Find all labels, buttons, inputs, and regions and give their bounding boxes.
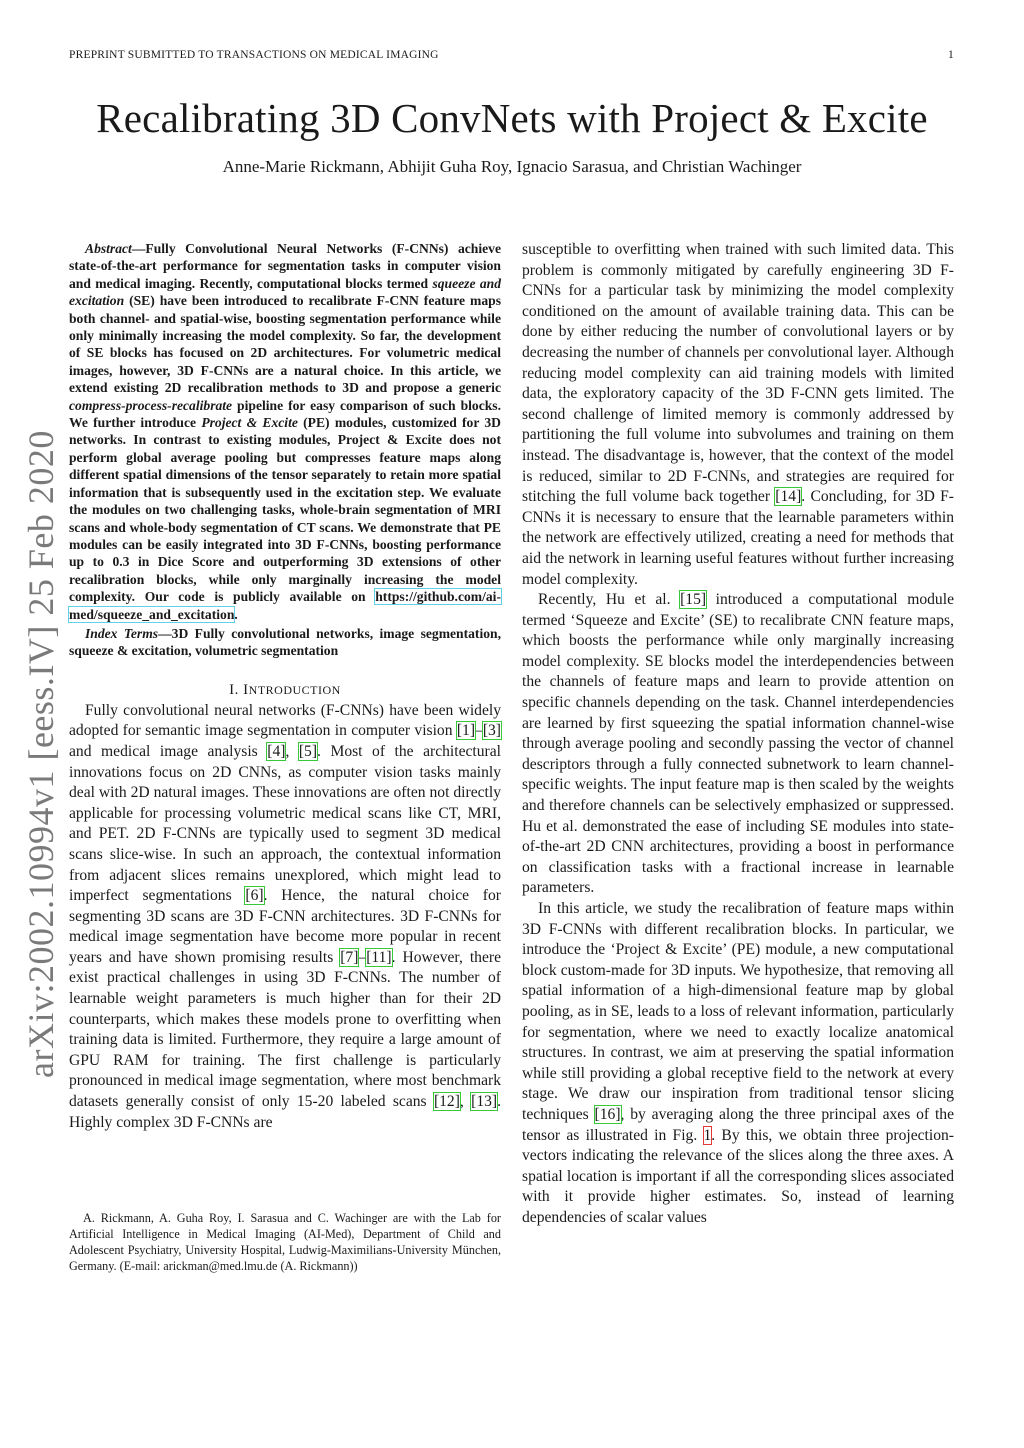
- intro-paragraph-3: [522, 899, 954, 1229]
- intro-paragraph-2: [522, 590, 954, 899]
- body-text: Fully convolutional neural networks (F-CNNs) have been widely adopted for semantic image segmentation in computer vision: [69, 701, 501, 740]
- body-text: . Concluding, for 3D F-CNNs it is necessary to ensure that the learnable parameters within the network are effectively utilized, creating a need for methods that aid the network in learning useful features without further increasing model complexity.: [522, 488, 955, 588]
- abstract-text: (PE) modules, customized for 3D networks. In contrast to existing modules, Project & Excite does not perform global average pooling but compresses feature maps along different spatial dimensions of the tensor separately to retain more spatial information that is subsequently used in the excitation step. We evaluate the modules on two challenging tasks, whole-brain segmentation of MRI scans and whole-body segmentation of CT scans. We demonstrate that PE modules can be easily integrated into 3D F-CNNs, boosting performance up to 0.3 in Dice Score and outperforming 3D extensions of other recalibration blocks, while only marginally increasing the model complexity. Our code is publicly available on: [69, 415, 501, 605]
- index-terms-text: —3D Fully convolutional networks, image segmentation, squeeze & excitation, volumetric segmentation: [69, 625, 501, 659]
- citation-link[interactable]: [13]: [471, 1093, 498, 1111]
- abstract-text: (SE) have been introduced to recalibrate F-CNN feature maps both channel- and spatial-wise, boosting segmentation performance while only minimally increasing the model complexity. So far, the development of SE blocks has focused on 2D architectures. For volumetric medical images, however, 3D F-CNNs are a natural choice. In this article, we extend existing 2D recalibration methods to 3D and propose a generic: [69, 293, 501, 396]
- abstract-text: —Fully Convolutional Neural Networks (F-CNNs) achieve state-of-the-art performance for segmentation tasks in computer vision and medical imaging. Recently, computational blocks termed: [69, 241, 501, 291]
- figure-reference-link[interactable]: 1: [703, 1126, 712, 1144]
- body-text: Recently, Hu et al.: [538, 591, 681, 609]
- citation-link[interactable]: [4]: [267, 742, 286, 760]
- citation-link[interactable]: [3]: [482, 722, 501, 740]
- citation-link[interactable]: [11]: [366, 948, 392, 966]
- intro-paragraph-1-continued: [522, 240, 954, 590]
- body-text: . Most of the architectural innovations focus on 2D CNNs, as computer vision tasks mainly deal with 2D natural images. These innovations are often not directly applicable for processing volumetric medical scans like CT, MRI, and PET. 2D F-CNNs are typically used to segment 3D medical scans slice-wise. In such an approach, the contextual information from adjacent slices remains unexplored, which might lead to imperfect segmentations: [69, 742, 502, 905]
- citation-link[interactable]: [6]: [245, 887, 264, 905]
- citation-link[interactable]: [14]: [775, 488, 802, 506]
- body-text: ,: [285, 742, 299, 760]
- left-column: [69, 240, 501, 1133]
- arxiv-watermark: arXiv:2002.10994v1 [eess.IV] 25 Feb 2020: [21, 430, 61, 1078]
- section-heading-smallcaps: NTRODUCTION: [248, 682, 341, 697]
- running-header: [69, 49, 954, 65]
- body-text: . By this, we obtain three projection-vectors indicating the relevance of the slices along the three axes. A spatial location is important if all the corresponding slices associated with it provide higher estimates. So, instead of learning dependencies of scalar values: [522, 1126, 955, 1226]
- running-title: PREPRINT SUBMITTED TO TRANSACTIONS ON MEDICAL IMAGING: [69, 49, 439, 61]
- citation-link[interactable]: [15]: [680, 591, 707, 609]
- intro-paragraph-1: [69, 701, 501, 1133]
- citation-link[interactable]: [5]: [298, 742, 318, 760]
- abstract-label: Abstract: [85, 241, 132, 256]
- abstract-term-se: squeeze and excitation: [69, 275, 502, 309]
- body-text: . Highly complex 3D F-CNNs are: [69, 1093, 502, 1131]
- body-text: ,: [459, 1093, 472, 1111]
- abstract-term-pipeline: compress-process-recalibrate: [69, 397, 233, 413]
- abstract-term-pe: Project & Excite: [201, 415, 298, 431]
- body-text: –: [475, 722, 483, 740]
- abstract-text: pipeline for easy comparison of such blocks. We further introduce: [69, 397, 501, 431]
- citation-link[interactable]: [7]: [340, 948, 359, 966]
- body-text: and medical image analysis: [69, 742, 268, 760]
- index-terms-label: Index Terms: [85, 625, 159, 641]
- body-text: susceptible to overfitting when trained with such limited data. This problem is commonly mitigated by carefully engineering 3D F-CNNs for a particular task by minimizing the model complexity conditioned on the amount of available training data. This can be done by either reducing the number of convolutional layers or by decreasing the number of channels per convolutional layer. Although reducing model complexity can aid training models with limited data, the exploratory capacity of the 3D F-CNN gets limited. The second challenge of limited memory is commonly addressed by partitioning the full volume into subvolumes and training on them instead. The disadvantage is, however, that the context of the model is reduced, similar to 2D F-CNNs, and strategies are required for stitching the full volume back together: [522, 241, 954, 506]
- code-repository-link[interactable]: https://github.com/ai-med/squeeze_and_excitation: [69, 589, 501, 622]
- body-text: . Hence, the natural choice for segmenting 3D scans are 3D F-CNN architectures. 3D F-CNNs for medical image segmentation have become more popular in recent years and have shown promising results: [69, 887, 501, 966]
- citation-link[interactable]: [1]: [456, 722, 476, 740]
- body-text: introduced a computational module termed ‘Squeeze and Excite’ (SE) to recalibrate CNN feature maps, which boosts the performance while only marginally increasing model complexity. SE blocks model the interdependencies between the channels of feature maps and learn to provide attention on specific channels depending on the task. Channel interdependencies are learned by first squeezing the spatial information channel-wise through average pooling and secondly passing the vector of channel descriptors through a fully connected subnetwork to learn channel-specific weights. The input feature map is then scaled by the weights and therefore channels can be selectively emphasized or suppressed. Hu et al. demonstrated the ease of including SE modules into state-of-the-art 2D CNN architectures, providing a boost in performance on classification tasks with a fractional increase in learnable parameters.: [522, 591, 954, 897]
- index-terms: [69, 625, 501, 660]
- affiliation-footnote: A. Rickmann, A. Guha Roy, I. Sarasua and C. Wachinger are with the Lab for Artificial Intelligence in Medical Imaging (AI-Med), Department of Child and Adolescent Psychiatry, University Hospital, Ludwig-Maximilians-University München, Germany. (E-mail: arickman@med.lmu.de (A. Rickmann)): [69, 1211, 501, 1273]
- author-list: Anne-Marie Rickmann, Abhijit Guha Roy, Ignacio Sarasua, and Christian Wachinger: [222, 157, 802, 176]
- abstract: [69, 240, 501, 623]
- citation-link[interactable]: [16]: [594, 1105, 621, 1123]
- body-text: . However, there exist practical challenges in using 3D F-CNNs. The number of learnable weight parameters is much higher than for their 2D counterparts, which makes these models prone to overfitting when training data is limited. Furthermore, they require a large amount of GPU RAM for training. The first challenge is particularly pronounced in medical image segmentation, where most benchmark datasets generally consist of only 15-20 labeled scans: [69, 948, 501, 1111]
- citation-link[interactable]: [12]: [433, 1093, 460, 1111]
- right-column: [522, 240, 954, 1229]
- body-text: , by averaging along the three principal axes of the tensor as illustrated in Fig.: [522, 1105, 954, 1144]
- paper-title: Recalibrating 3D ConvNets with Project & Excite: [96, 95, 928, 141]
- section-heading: I. INTRODUCTION: [229, 681, 341, 698]
- abstract-text: .: [234, 606, 238, 622]
- body-text: –: [358, 948, 367, 966]
- page-number: 1: [948, 49, 954, 61]
- body-text: In this article, we study the recalibration of feature maps within 3D F-CNNs with different recalibration blocks. In particular, we introduce the ‘Project & Excite’ (PE) module, a new computational block custom-made for 3D inputs. We hypothesize, that removing all spatial information of a high-dimensional feature map by global pooling, as in SE, leads to a loss of relevant information, particularly for segmentation, where we need to exactly localize anatomical structures. In contrast, we aim at preserving the spatial information while still providing a global receptive field to the network at every stage. We draw our inspiration from traditional tensor slicing techniques: [522, 900, 954, 1123]
